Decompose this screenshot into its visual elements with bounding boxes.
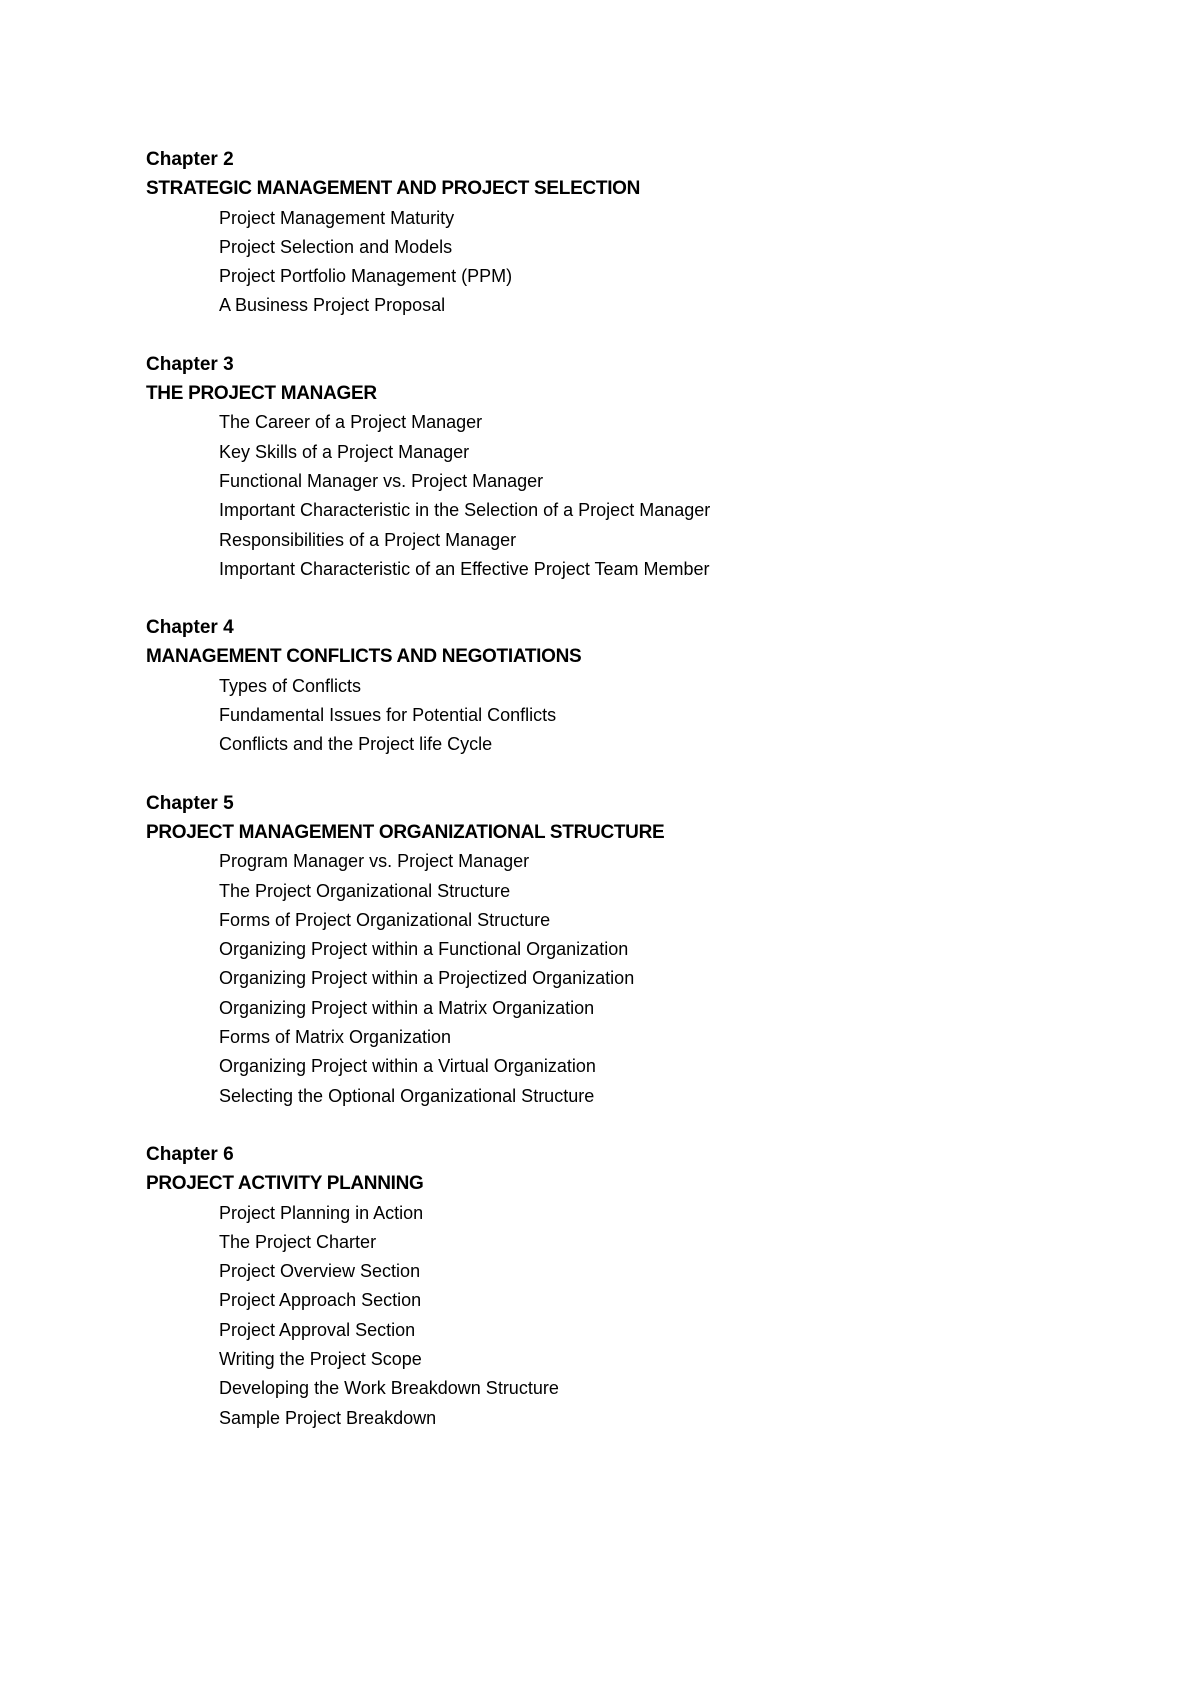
topic-list xyxy=(146,1199,1146,1433)
chapter-4 xyxy=(146,613,1146,759)
topic-item: Key Skills of a Project Manager xyxy=(219,441,470,462)
topic-item: Conflicts and the Project life Cycle xyxy=(219,734,493,755)
chapter-title: PROJECT MANAGEMENT ORGANIZATIONAL STRUCTURE xyxy=(146,821,665,843)
topic-list xyxy=(146,672,1146,760)
topic-item: Important Characteristic of an Effective Project Team Member xyxy=(219,558,710,579)
topic-item: Fundamental Issues for Potential Conflicts xyxy=(219,705,557,726)
chapter-2 xyxy=(146,145,1146,321)
topic-item: Types of Conflicts xyxy=(219,675,362,696)
topic-item: Project Management Maturity xyxy=(219,207,455,228)
chapter-number: Chapter 4 xyxy=(146,617,234,639)
chapter-title: THE PROJECT MANAGER xyxy=(146,383,377,405)
topic-item: The Project Organizational Structure xyxy=(219,880,511,901)
topic-item: Functional Manager vs. Project Manager xyxy=(219,470,544,491)
topic-item: Forms of Project Organizational Structure xyxy=(219,909,551,930)
topic-item: Writing the Project Scope xyxy=(219,1348,422,1369)
topic-item: Project Approach Section xyxy=(219,1290,422,1311)
chapter-number: Chapter 6 xyxy=(146,1143,234,1165)
chapter-number: Chapter 3 xyxy=(146,353,234,375)
topic-item: Sample Project Breakdown xyxy=(219,1407,437,1428)
chapter-3 xyxy=(146,350,1146,584)
document-page xyxy=(146,145,1146,1462)
topic-item: Project Selection and Models xyxy=(219,236,453,257)
chapter-5 xyxy=(146,789,1146,1111)
topic-item: Organizing Project within a Projectized Organization xyxy=(219,968,635,989)
topic-item: Important Characteristic in the Selection of a Project Manager xyxy=(219,500,711,521)
topic-item: Organizing Project within a Functional Organization xyxy=(219,939,629,960)
topic-item: Selecting the Optional Organizational Structure xyxy=(219,1085,595,1106)
chapter-title: MANAGEMENT CONFLICTS AND NEGOTIATIONS xyxy=(146,646,582,668)
chapter-title: STRATEGIC MANAGEMENT AND PROJECT SELECTION xyxy=(146,178,641,200)
topic-item: Organizing Project within a Virtual Organization xyxy=(219,1056,596,1077)
topic-item: A Business Project Proposal xyxy=(219,295,446,316)
topic-item: Project Overview Section xyxy=(219,1261,421,1282)
topic-list xyxy=(146,847,1146,1111)
topic-item: Developing the Work Breakdown Structure xyxy=(219,1378,559,1399)
chapter-6 xyxy=(146,1140,1146,1433)
topic-item: Project Approval Section xyxy=(219,1319,416,1340)
topic-item: Responsibilities of a Project Manager xyxy=(219,529,517,550)
topic-item: The Project Charter xyxy=(219,1231,377,1252)
chapter-title: PROJECT ACTIVITY PLANNING xyxy=(146,1173,424,1195)
chapter-number: Chapter 5 xyxy=(146,792,234,814)
topic-item: Project Portfolio Management (PPM) xyxy=(219,266,513,287)
chapter-number: Chapter 2 xyxy=(146,149,234,170)
topic-list xyxy=(146,408,1146,584)
topic-item: Organizing Project within a Matrix Organization xyxy=(219,997,595,1018)
topic-item: Program Manager vs. Project Manager xyxy=(219,851,530,872)
topic-item: Project Planning in Action xyxy=(219,1202,424,1223)
topic-item: The Career of a Project Manager xyxy=(219,412,483,433)
topic-list xyxy=(146,204,1146,321)
topic-item: Forms of Matrix Organization xyxy=(219,1027,452,1048)
